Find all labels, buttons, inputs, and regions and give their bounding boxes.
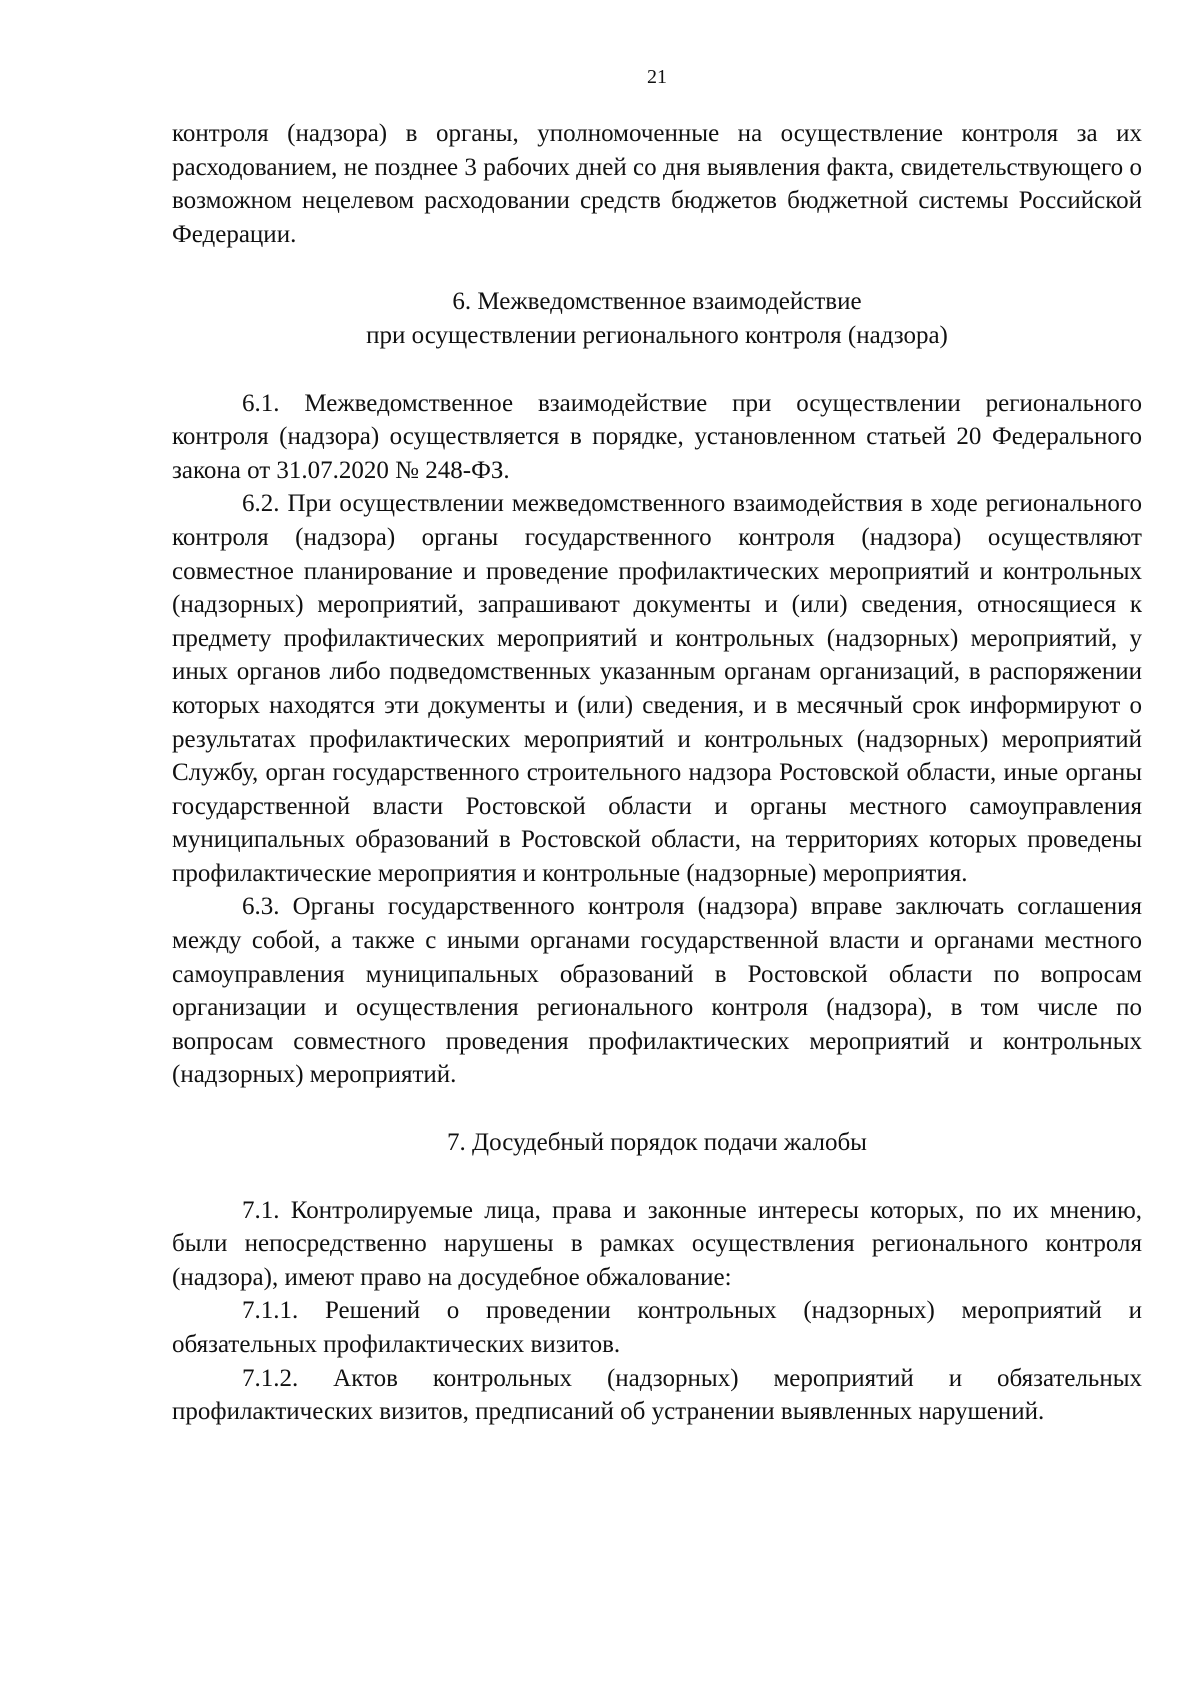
section-7-title: 7. Досудебный порядок подачи жалобы	[447, 1129, 867, 1157]
section-7-heading	[172, 1126, 1142, 1160]
paragraph-6-1: 6.1. Межведомственное взаимодействие при осуществлении регионального контроля (надзора) осуществляется в порядке, установленном статьей 20 Федерального закона от 31.07.2020 № 248-ФЗ.	[172, 389, 1142, 484]
intro-paragraph: контроля (надзора) в органы, уполномоченные на осуществление контроля за их расходованием, не позднее 3 рабочих дней со дня выявления факта, свидетельствующего о возможном нецелевом расходовании средств бюджетов бюджетной системы Российской Федерации.	[172, 120, 1142, 248]
page-number: 21	[647, 66, 667, 88]
paragraph-7-1-2: 7.1.2. Актов контрольных (надзорных) мероприятий и обязательных профилактических визитов, предписаний об устранении выявленных нарушений.	[172, 1364, 1142, 1426]
section-6-heading	[172, 285, 1142, 352]
paragraph-6-3: 6.3. Органы государственного контроля (надзора) вправе заключать соглашения между собой, а также с иными органами государственной власти и органами местного самоуправления муниципальных образований в Ростовской области по вопросам организации и осуществления регионального контроля (надзора), в том числе по вопросам совместного проведения профилактических мероприятий и контрольных (надзорных) мероприятий.	[172, 893, 1142, 1089]
paragraph-6-2: 6.2. При осуществлении межведомственного взаимодействия в ходе регионального контроля (надзора) органы государственного контроля (надзора) осуществляют совместное планирование и проведение профилактических мероприятий и контрольных (надзорных) мероприятий, запрашивают документы и (или) сведения, относящиеся к предмету профилактических мероприятий и контрольных (надзорных) мероприятий, у иных органов либо подведомственных указанным органам организаций, в распоряжении которых находятся эти документы и (или) сведения, и в месячный срок информируют о результатах профилактических мероприятий и контрольных (надзорных) мероприятий Службу, орган государственного строительного надзора Ростовской области, иные органы государственной власти Ростовской области и органы местного самоуправления муниципальных образований в Ростовской области, на территориях которых проведены профилактические мероприятия и контрольные (надзорные) мероприятия.	[172, 490, 1142, 887]
paragraph-7-1-1: 7.1.1. Решений о проведении контрольных (надзорных) мероприятий и обязательных профилактических визитов.	[172, 1297, 1142, 1358]
section-6-title-line-2: при осуществлении регионального контроля (надзора)	[366, 321, 948, 349]
paragraph-7-1: 7.1. Контролируемые лица, права и законные интересы которых, по их мнению, были непосредственно нарушены в рамках осуществления регионального контроля (надзора), имеют право на досудебное обжалование:	[172, 1196, 1142, 1291]
section-6-title-line-1: 6. Межведомственное взаимодействие	[452, 288, 862, 316]
document-body	[172, 117, 1142, 1429]
